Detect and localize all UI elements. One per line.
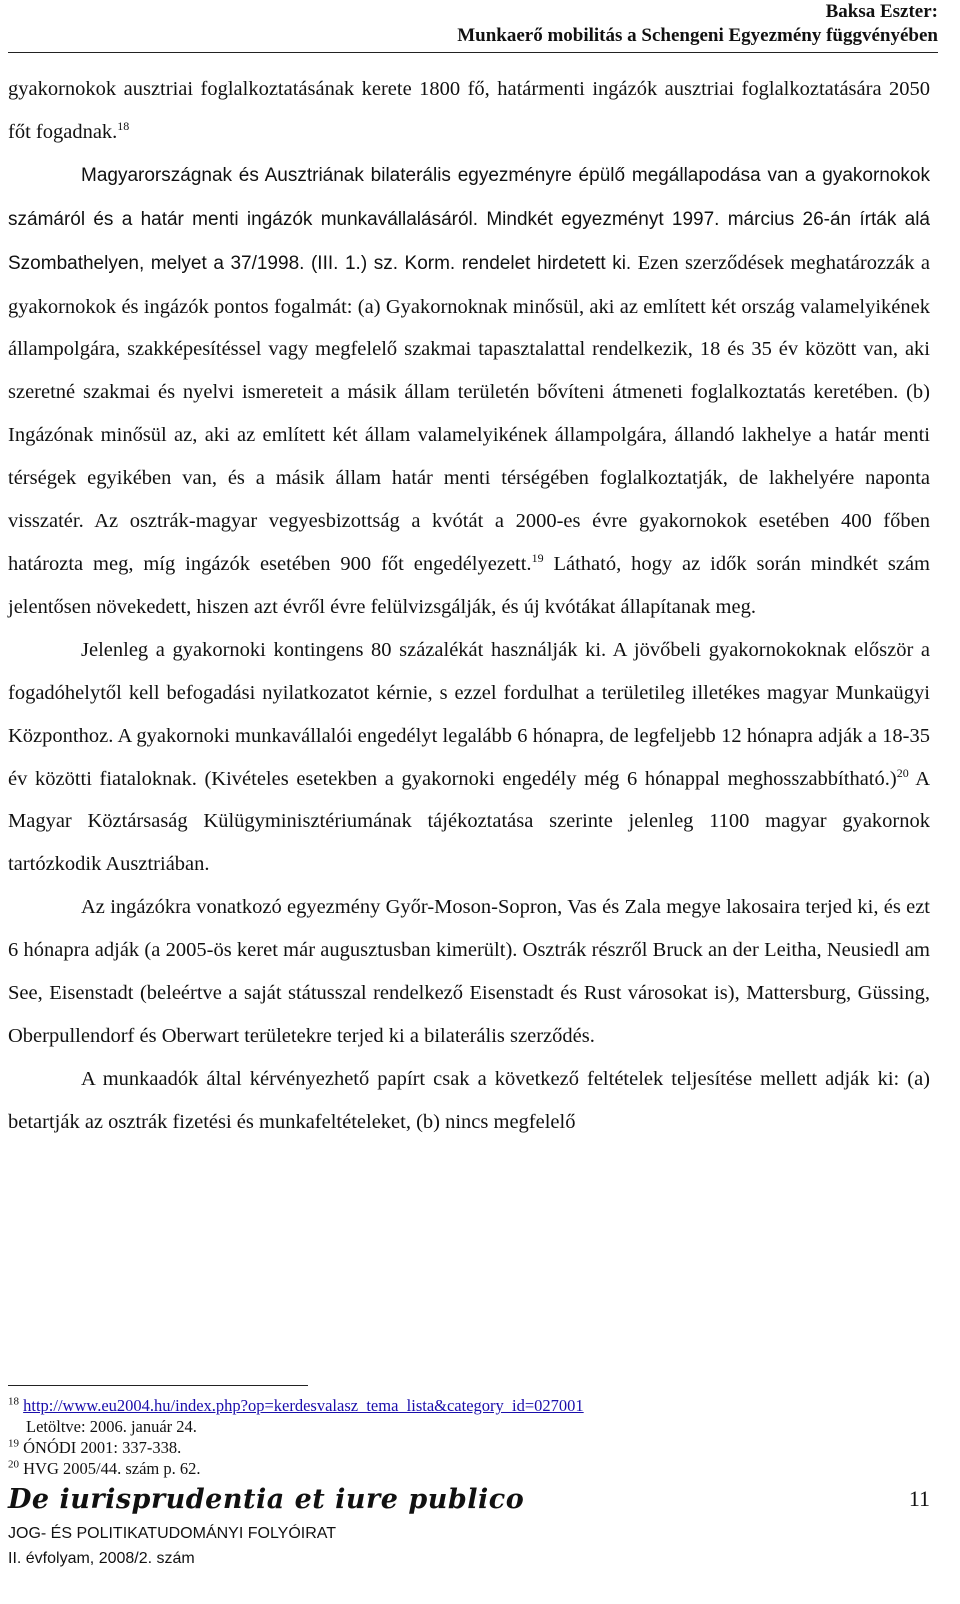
page-number: 11	[908, 1486, 930, 1511]
paragraph-3: Jelenleg a gyakornoki kontingens 80 százalékát használják ki. A jövőbeli gyakornokoknak először a fogadóhelytől kell befogadási nyilatkozatot kérnie, s ezzel fordulhat a területileg illetékes magyar Munkaügyi Központhoz. A gyakornoki munkavállalói engedélyt legalább 6 hónapra, de legfeljebb 12 hónapra adják a 18-35 év közötti fiataloknak. (Kivételes esetekben a gyakornoki engedély még 6 hónappal meghosszabbítható.)$^{20}$ A Magyar Köztársaság Külügyminisztériumának tájékoztatása szerinte jelenleg 1100 magyar gyakornok tartózkodik Ausztriában.	[8, 638, 930, 876]
paragraph-2: Magyarországnak és Ausztriának bilaterális egyezményre épülő megállapodása van a gyakornokok számáról és a határ menti ingázók munkavállalásáról. Mindkét egyezményt 1997. március 26-án írták alá Szombathelyen, melyet a 37/1998. (III. 1.) sz. Korm. rendelet hirdetett ki. Ezen szerződések meghatározzák a gyakornokok és ingázók pontos fogalmát: (a) Gyakornoknak minősül, aki az említett két ország valamelyikének állampolgára, szakképesítéssel vagy megfelelő szakmai tapasztalattal rendelkezik, 18 és 35 év között van, aki szeretné szakmai és nyelvi ismereteit a másik állam területén bővíteni átmeneti foglalkoztatás keretében. (b) Ingázónak minősül az, aki az említett két állam valamelyikének állampolgára, állandó lakhelye a határ menti térségek egyikében van, és a másik állam határ menti térségében foglalkoztatják, de lakhelyére naponta visszatér. Az osztrák-magyar vegyesbizottság a kvótát a 2000-es évre gyakornokok esetében 400 főben határozta meg, míg ingázók esetében 900 főt engedélyezett.$^{19}$ Látható, hogy az idők során mindkét szám jelentősen növekedett, hiszen azt évről évre felülvizsgálják, és új kvótákat állapítanak meg.	[8, 164, 930, 618]
article-body	[8, 68, 930, 1144]
footnote-ref-20: 20	[896, 765, 909, 780]
journal-title: De iurisprudentia et iure publico	[8, 1484, 525, 1515]
footnote-18-downloaded: Letöltve: 2006. január 24.	[26, 1417, 197, 1436]
footnote-20: $^{20}$ HVG 2005/44. szám p. 62.	[8, 1458, 201, 1478]
footnote-ref-18: 18	[117, 119, 130, 134]
header-divider	[8, 52, 938, 53]
paragraph-4: Az ingázókra vonatkozó egyezmény Győr-Moson-Sopron, Vas és Zala megye lakosaira terjed ki, és ezt 6 hónapra adják (a 2005-ös keret már augusztusban kimerült). Osztrák részről Bruck an der Leitha, Neusiedl am See, Eisenstadt (beleértve a saját státusszal rendelkező Eisenstadt és Rust városokat is), Mattersburg, Güssing, Oberpullendorf és Oberwart területekre terjed ki a bilaterális szerződés.	[8, 896, 930, 1047]
journal-subtitle: JOG- ÉS POLITIKATUDOMÁNYI FOLYÓIRAT	[8, 1525, 337, 1542]
header-title: Munkaerő mobilitás a Schengeni Egyezmény függvényében	[457, 25, 938, 46]
header-author: Baksa Eszter:	[825, 1, 938, 22]
footnote-19: $^{19}$ ÓNÓDI 2001: 337-338.	[8, 1437, 182, 1457]
footnote-18-link[interactable]: http://www.eu2004.hu/index.php?op=kerdesvalasz_tema_lista&category_id=027001	[23, 1396, 584, 1415]
footnotes	[8, 1395, 908, 1479]
footnote-18: $^{18}$ http://www.eu2004.hu/index.php?op=kerdesvalasz_tema_lista&category_id=027001	[8, 1395, 584, 1415]
paragraph-2-sans-part: Magyarországnak és Ausztriának bilaterális egyezményre épülő megállapodása van a gyakornokok számáról és a határ menti ingázók munkavállalásáról. Mindkét egyezményt 1997. március 26-án írták alá Szombathelyen, melyet a 37/1998. (III. 1.) sz. Korm. rendelet hirdetett ki.	[8, 164, 930, 274]
paragraph-5: A munkaadók által kérvényezhető papírt csak a következő feltételek teljesítése mellett adják ki: (a) betartják az osztrák fizetési és munkafeltételeket, (b) nincs megfelelő	[8, 1067, 930, 1133]
paragraph-1: gyakornokok ausztriai foglalkoztatásának kerete 1800 fő, határmenti ingázók ausztriai foglalkoztatására 2050 főt fogadnak.$^{18}$	[8, 78, 930, 143]
footnote-divider	[8, 1385, 308, 1386]
footnote-ref-19: 19	[531, 551, 544, 566]
running-header	[457, 0, 938, 48]
journal-issue: II. évfolyam, 2008/2. szám	[8, 1550, 195, 1567]
